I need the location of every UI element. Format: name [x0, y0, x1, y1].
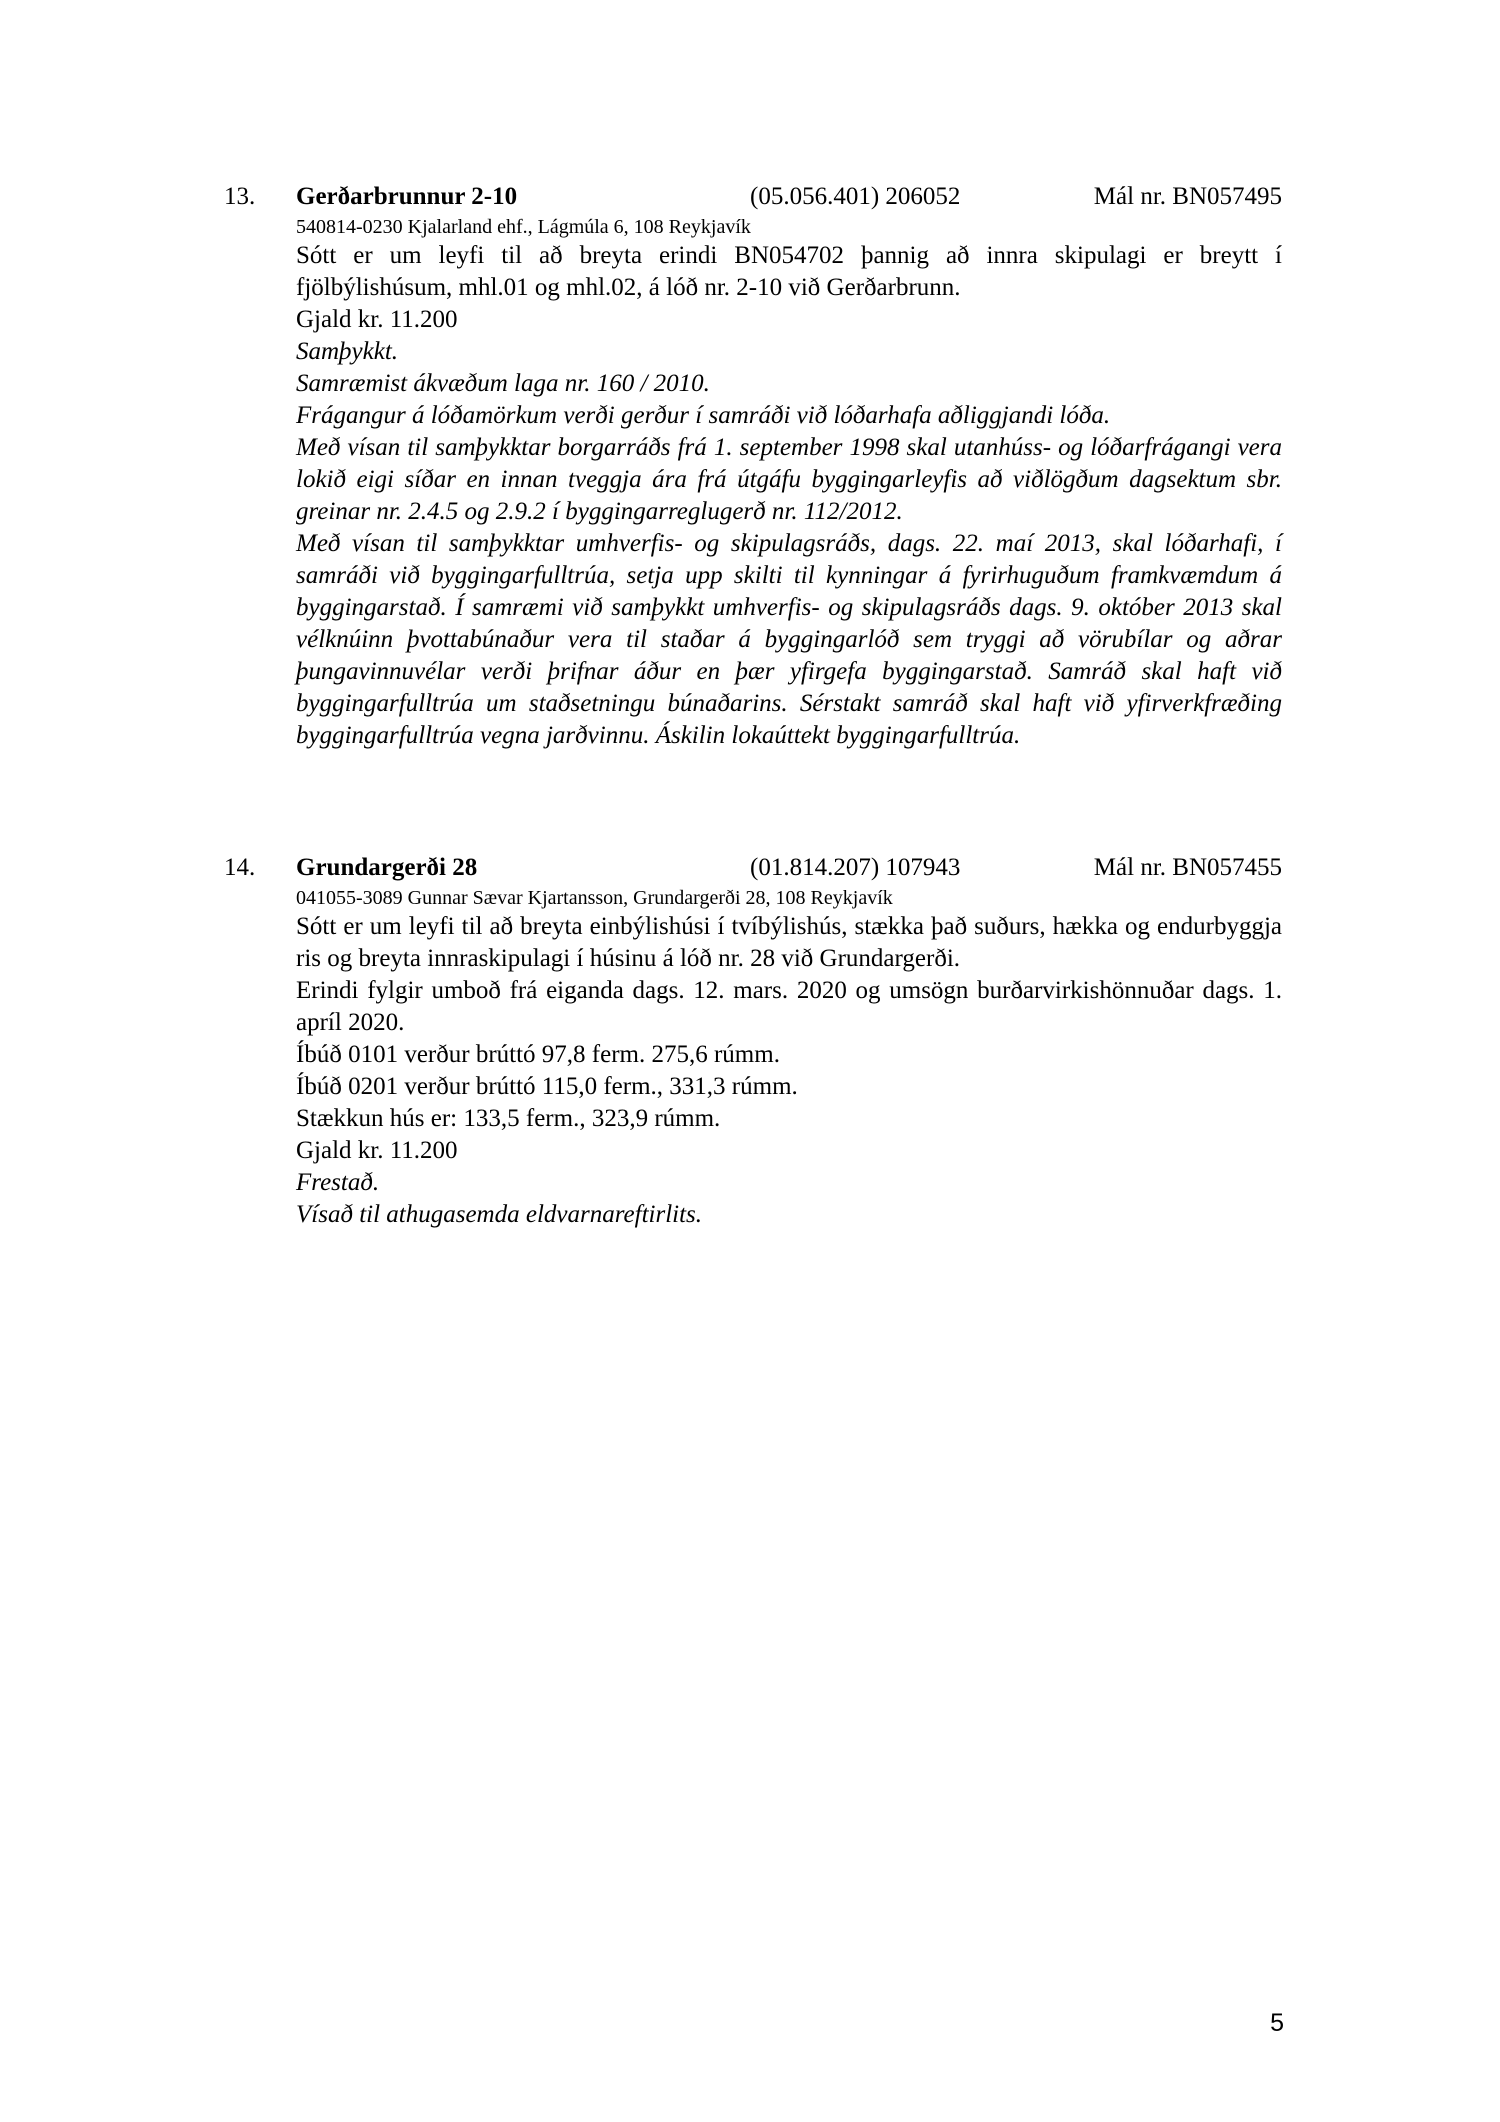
case-header: [224, 851, 1282, 885]
case-file-number: Mál nr. BN057455: [1093, 854, 1282, 881]
case-reference: (01.814.207) 107943: [750, 854, 961, 881]
case-decision: Samþykkt.: [296, 338, 399, 365]
applicant: 540814-0230 Kjalarland ehf., Lágmúla 6, 108 Reykjavík: [296, 216, 751, 238]
case-attachment: Erindi fylgir umboð frá eiganda dags. 12. mars. 2020 og umsögn burðarvirkishönnuðar dags. 1. apríl 2020.: [296, 977, 1282, 1036]
case-description: Sótt er um leyfi til að breyta erindi BN054702 þannig að innra skipulagi er breytt í fjölbýlishúsum, mhl.01 og mhl.02, á lóð nr. 2-10 við Gerðarbrunn.: [296, 242, 1282, 301]
case-reference: (05.056.401) 206052: [750, 183, 961, 210]
case-title: Grundargerði 28: [296, 854, 478, 881]
case-detail: Stækkun hús er: 133,5 ferm., 323,9 rúmm.: [296, 1105, 721, 1132]
case-decision: Frestað.: [296, 1169, 380, 1196]
case-title: Gerðarbrunnur 2-10: [296, 183, 518, 210]
case-fee: Gjald kr. 11.200: [296, 1137, 458, 1164]
applicant: 041055-3089 Gunnar Sævar Kjartansson, Grundargerði 28, 108 Reykjavík: [296, 887, 893, 909]
case-body: [296, 214, 1282, 752]
case-number: 14.: [224, 854, 256, 881]
case-condition: Frágangur á lóðamörkum verði gerður í samráði við lóðarhafa aðliggjandi lóða.: [296, 402, 1111, 429]
case-13: [224, 180, 1282, 752]
case-14: [224, 851, 1282, 1231]
page-number: 5: [1270, 2009, 1284, 2037]
case-body: [296, 885, 1282, 1231]
case-condition: Samræmist ákvæðum laga nr. 160 / 2010.: [296, 370, 710, 397]
case-condition: Með vísan til samþykktar borgarráðs frá 1. september 1998 skal utanhúss- og lóðarfrágangi vera lokið eigi síðar en innan tveggja ára frá útgáfu byggingarleyfis að viðlögðum dagsektum sbr. greinar nr. 2.4.5 og 2.9.2 í byggingarreglugerð nr. 112/2012.: [296, 434, 1282, 525]
case-condition: Með vísan til samþykktar umhverfis- og skipulagsráðs, dags. 22. maí 2013, skal lóðarhafi, í samráði við byggingarfulltrúa, setja upp skilti til kynningar á fyrirhuguðum framkvæmdum á byggingarstað. Í samræmi við samþykkt umhverfis- og skipulagsráðs dags. 9. október 2013 skal vélknúinn þvottabúnaður vera til staðar á byggingarlóð sem tryggi að vörubílar og aðrar þungavinnuvélar verði þrifnar áður en þær yfirgefa byggingarstað. Samráð skal haft við byggingarfulltrúa um staðsetningu búnaðarins. Sérstakt samráð skal haft við yfirverkfræðing byggingarfulltrúa vegna jarðvinnu. Áskilin lokaúttekt byggingarfulltrúa.: [296, 530, 1282, 749]
case-note: Vísað til athugasemda eldvarnareftirlits.: [296, 1201, 703, 1228]
case-detail: Íbúð 0201 verður brúttó 115,0 ferm., 331,3 rúmm.: [296, 1073, 798, 1100]
case-header: [224, 180, 1282, 214]
case-file-number: Mál nr. BN057495: [1093, 183, 1282, 210]
case-description: Sótt er um leyfi til að breyta einbýlishúsi í tvíbýlishús, stækka það suðurs, hækka og endurbyggja ris og breyta innraskipulagi í húsinu á lóð nr. 28 við Grundargerði.: [296, 913, 1282, 972]
case-detail: Íbúð 0101 verður brúttó 97,8 ferm. 275,6 rúmm.: [296, 1041, 780, 1068]
case-fee: Gjald kr. 11.200: [296, 306, 458, 333]
case-number: 13.: [224, 183, 256, 210]
